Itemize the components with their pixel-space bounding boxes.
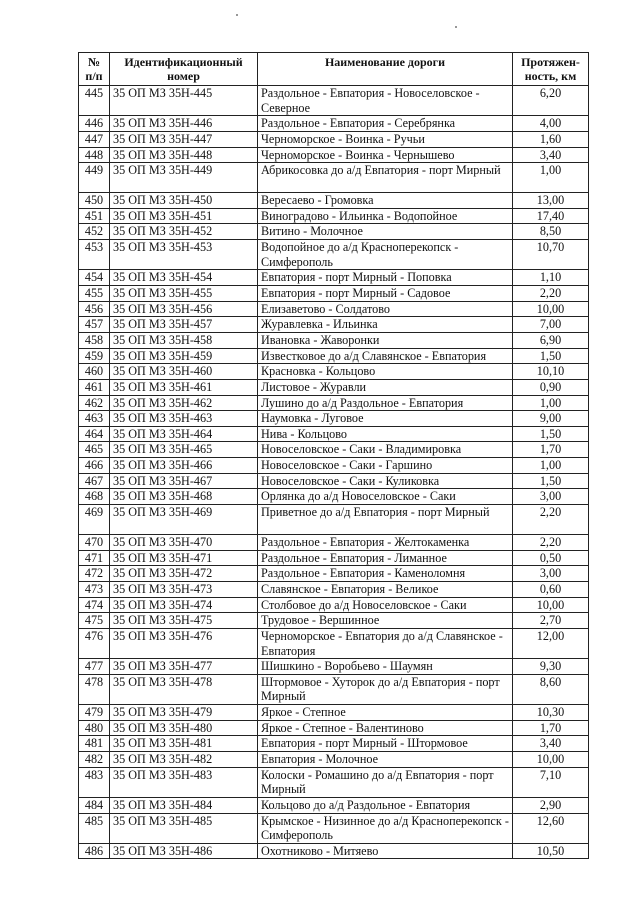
row-road-name: Абрикосовка до а/д Евпатория - порт Мирный [258,163,513,193]
row-road-name: Евпатория - порт Мирный - Садовое [258,286,513,302]
row-number: 445 [79,86,110,116]
table-row [79,473,589,489]
row-id: 35 ОП МЗ 35Н-448 [110,147,258,163]
row-id: 35 ОП МЗ 35Н-468 [110,489,258,505]
row-id: 35 ОП МЗ 35Н-465 [110,442,258,458]
row-id: 35 ОП МЗ 35Н-462 [110,395,258,411]
row-road-name: Нива - Кольцово [258,426,513,442]
row-number: 457 [79,317,110,333]
row-number: 462 [79,395,110,411]
row-id: 35 ОП МЗ 35Н-457 [110,317,258,333]
row-length: 9,00 [513,411,589,427]
row-road-name: Кольцово до а/д Раздольное - Евпатория [258,797,513,813]
row-road-name: Орлянка до а/д Новоселовское - Саки [258,489,513,505]
row-id: 35 ОП МЗ 35Н-452 [110,224,258,240]
row-length: 7,00 [513,317,589,333]
header-road-name: Наименование дороги [258,53,513,86]
row-number: 478 [79,674,110,704]
row-number: 470 [79,535,110,551]
table-row [79,458,589,474]
row-number: 484 [79,797,110,813]
row-id: 35 ОП МЗ 35Н-445 [110,86,258,116]
row-id: 35 ОП МЗ 35Н-467 [110,473,258,489]
table-row [79,224,589,240]
row-id: 35 ОП МЗ 35Н-469 [110,505,258,535]
row-road-name: Яркое - Степное [258,705,513,721]
row-length: 10,30 [513,705,589,721]
row-road-name: Витино - Молочное [258,224,513,240]
table-row [79,301,589,317]
row-id: 35 ОП МЗ 35Н-471 [110,550,258,566]
row-number: 456 [79,301,110,317]
row-length: 1,10 [513,270,589,286]
row-id: 35 ОП МЗ 35Н-449 [110,163,258,193]
row-number: 483 [79,767,110,797]
row-road-name: Известковое до а/д Славянское - Евпатория [258,348,513,364]
table-row [79,767,589,797]
table-row [79,317,589,333]
row-road-name: Раздольное - Евпатория - Серебрянка [258,116,513,132]
table-row [79,566,589,582]
table-row [79,628,589,658]
row-id: 35 ОП МЗ 35Н-446 [110,116,258,132]
table-row [79,736,589,752]
row-length: 10,50 [513,843,589,859]
row-length: 0,60 [513,581,589,597]
row-id: 35 ОП МЗ 35Н-466 [110,458,258,474]
row-road-name: Штормовое - Хуторок до а/д Евпатория - порт Мирный [258,674,513,704]
row-road-name: Раздольное - Евпатория - Новоселовское - Северное [258,86,513,116]
row-id: 35 ОП МЗ 35Н-459 [110,348,258,364]
row-length: 1,50 [513,348,589,364]
row-road-name: Новоселовское - Саки - Гаршино [258,458,513,474]
row-number: 467 [79,473,110,489]
row-id: 35 ОП МЗ 35Н-447 [110,131,258,147]
row-number: 472 [79,566,110,582]
table-row [79,720,589,736]
table-row [79,270,589,286]
row-number: 461 [79,379,110,395]
table-row [79,395,589,411]
row-length: 1,60 [513,131,589,147]
row-number: 459 [79,348,110,364]
table-row [79,131,589,147]
scan-speck [455,26,457,28]
row-number: 485 [79,813,110,843]
row-number: 475 [79,613,110,629]
row-id: 35 ОП МЗ 35Н-474 [110,597,258,613]
row-road-name: Водопойное до а/д Красноперекопск - Симферополь [258,240,513,270]
table-row [79,116,589,132]
row-length: 1,70 [513,720,589,736]
table-row [79,240,589,270]
row-id: 35 ОП МЗ 35Н-479 [110,705,258,721]
row-number: 477 [79,659,110,675]
row-length: 13,00 [513,193,589,209]
row-number: 471 [79,550,110,566]
row-road-name: Приветное до а/д Евпатория - порт Мирный [258,505,513,535]
row-number: 468 [79,489,110,505]
row-road-name: Столбовое до а/д Новоселовское - Саки [258,597,513,613]
row-road-name: Ивановка - Жаворонки [258,332,513,348]
row-id: 35 ОП МЗ 35Н-483 [110,767,258,797]
table-row [79,364,589,380]
row-road-name: Черноморское - Воинка - Чернышево [258,147,513,163]
table-row [79,843,589,859]
row-road-name: Красновка - Кольцово [258,364,513,380]
table-header-row [79,53,589,86]
row-number: 486 [79,843,110,859]
row-id: 35 ОП МЗ 35Н-456 [110,301,258,317]
table-row [79,659,589,675]
table-row [79,813,589,843]
row-number: 473 [79,581,110,597]
row-id: 35 ОП МЗ 35Н-484 [110,797,258,813]
row-id: 35 ОП МЗ 35Н-458 [110,332,258,348]
row-number: 482 [79,751,110,767]
row-road-name: Шишкино - Воробьево - Шаумян [258,659,513,675]
table-row [79,286,589,302]
row-number: 466 [79,458,110,474]
row-id: 35 ОП МЗ 35Н-455 [110,286,258,302]
row-road-name: Черноморское - Евпатория до а/д Славянское - Евпатория [258,628,513,658]
table-row [79,674,589,704]
row-number: 448 [79,147,110,163]
header-id: Идентификационный номер [110,53,258,86]
row-length: 17,40 [513,208,589,224]
row-number: 455 [79,286,110,302]
row-number: 469 [79,505,110,535]
row-road-name: Наумовка - Луговое [258,411,513,427]
row-id: 35 ОП МЗ 35Н-470 [110,535,258,551]
row-number: 451 [79,208,110,224]
row-id: 35 ОП МЗ 35Н-478 [110,674,258,704]
row-length: 8,50 [513,224,589,240]
row-road-name: Крымское - Низинное до а/д Красноперекопск - Симферополь [258,813,513,843]
row-length: 10,70 [513,240,589,270]
row-length: 12,00 [513,628,589,658]
table-row [79,489,589,505]
row-length: 6,20 [513,86,589,116]
row-road-name: Охотниково - Митяево [258,843,513,859]
row-id: 35 ОП МЗ 35Н-476 [110,628,258,658]
row-id: 35 ОП МЗ 35Н-450 [110,193,258,209]
row-length: 10,00 [513,597,589,613]
header-length: Протяжен- ность, км [513,53,589,86]
row-road-name: Новоселовское - Саки - Владимировка [258,442,513,458]
row-id: 35 ОП МЗ 35Н-473 [110,581,258,597]
table-row [79,550,589,566]
row-road-name: Черноморское - Воинка - Ручьи [258,131,513,147]
row-length: 3,00 [513,489,589,505]
row-length: 9,30 [513,659,589,675]
row-id: 35 ОП МЗ 35Н-460 [110,364,258,380]
row-length: 3,00 [513,566,589,582]
row-road-name: Яркое - Степное - Валентиново [258,720,513,736]
table-row [79,147,589,163]
row-road-name: Славянское - Евпатория - Великое [258,581,513,597]
table-row [79,332,589,348]
row-length: 2,20 [513,535,589,551]
row-length: 3,40 [513,736,589,752]
row-length: 1,50 [513,426,589,442]
row-road-name: Журавлевка - Ильинка [258,317,513,333]
table-row [79,597,589,613]
table-row [79,505,589,535]
row-id: 35 ОП МЗ 35Н-486 [110,843,258,859]
row-number: 449 [79,163,110,193]
row-length: 2,70 [513,613,589,629]
row-road-name: Елизаветово - Солдатово [258,301,513,317]
header-number: № п/п [79,53,110,86]
table-row [79,535,589,551]
row-length: 10,00 [513,751,589,767]
row-number: 452 [79,224,110,240]
row-number: 464 [79,426,110,442]
table-row [79,163,589,193]
table-row [79,379,589,395]
row-number: 446 [79,116,110,132]
row-id: 35 ОП МЗ 35Н-464 [110,426,258,442]
row-road-name: Раздольное - Евпатория - Лиманное [258,550,513,566]
row-road-name: Лушино до а/д Раздольное - Евпатория [258,395,513,411]
row-length: 1,70 [513,442,589,458]
row-number: 479 [79,705,110,721]
row-id: 35 ОП МЗ 35Н-480 [110,720,258,736]
row-road-name: Евпатория - порт Мирный - Поповка [258,270,513,286]
row-number: 463 [79,411,110,427]
row-length: 6,90 [513,332,589,348]
row-length: 1,50 [513,473,589,489]
row-length: 2,90 [513,797,589,813]
row-id: 35 ОП МЗ 35Н-481 [110,736,258,752]
row-number: 476 [79,628,110,658]
row-number: 465 [79,442,110,458]
row-number: 447 [79,131,110,147]
scan-speck [236,14,238,16]
row-number: 453 [79,240,110,270]
row-id: 35 ОП МЗ 35Н-463 [110,411,258,427]
row-road-name: Трудовое - Вершинное [258,613,513,629]
row-road-name: Вересаево - Громовка [258,193,513,209]
row-id: 35 ОП МЗ 35Н-472 [110,566,258,582]
row-length: 10,10 [513,364,589,380]
row-number: 458 [79,332,110,348]
table-row [79,411,589,427]
row-length: 7,10 [513,767,589,797]
table-row [79,751,589,767]
row-length: 0,50 [513,550,589,566]
row-number: 474 [79,597,110,613]
table-row [79,581,589,597]
row-road-name: Евпатория - порт Мирный - Штормовое [258,736,513,752]
row-road-name: Евпатория - Молочное [258,751,513,767]
table-body [79,86,589,859]
row-id: 35 ОП МЗ 35Н-485 [110,813,258,843]
row-id: 35 ОП МЗ 35Н-482 [110,751,258,767]
row-id: 35 ОП МЗ 35Н-477 [110,659,258,675]
row-number: 460 [79,364,110,380]
row-road-name: Виноградово - Ильинка - Водопойное [258,208,513,224]
row-number: 481 [79,736,110,752]
row-number: 450 [79,193,110,209]
row-length: 1,00 [513,163,589,193]
row-length: 2,20 [513,286,589,302]
row-length: 2,20 [513,505,589,535]
table-row [79,193,589,209]
table-row [79,705,589,721]
row-length: 8,60 [513,674,589,704]
row-id: 35 ОП МЗ 35Н-454 [110,270,258,286]
table-row [79,348,589,364]
table-row [79,797,589,813]
row-length: 3,40 [513,147,589,163]
row-road-name: Листовое - Журавли [258,379,513,395]
row-length: 4,00 [513,116,589,132]
row-number: 454 [79,270,110,286]
row-id: 35 ОП МЗ 35Н-461 [110,379,258,395]
table-row [79,86,589,116]
row-length: 1,00 [513,395,589,411]
row-road-name: Колоски - Ромашино до а/д Евпатория - порт Мирный [258,767,513,797]
row-id: 35 ОП МЗ 35Н-475 [110,613,258,629]
row-length: 1,00 [513,458,589,474]
row-number: 480 [79,720,110,736]
table-row [79,442,589,458]
roads-table [78,52,589,859]
row-length: 0,90 [513,379,589,395]
row-road-name: Раздольное - Евпатория - Желтокаменка [258,535,513,551]
table-row [79,426,589,442]
row-road-name: Новоселовское - Саки - Куликовка [258,473,513,489]
row-id: 35 ОП МЗ 35Н-451 [110,208,258,224]
row-length: 12,60 [513,813,589,843]
table-row [79,613,589,629]
table-row [79,208,589,224]
row-road-name: Раздольное - Евпатория - Каменоломня [258,566,513,582]
row-length: 10,00 [513,301,589,317]
row-id: 35 ОП МЗ 35Н-453 [110,240,258,270]
